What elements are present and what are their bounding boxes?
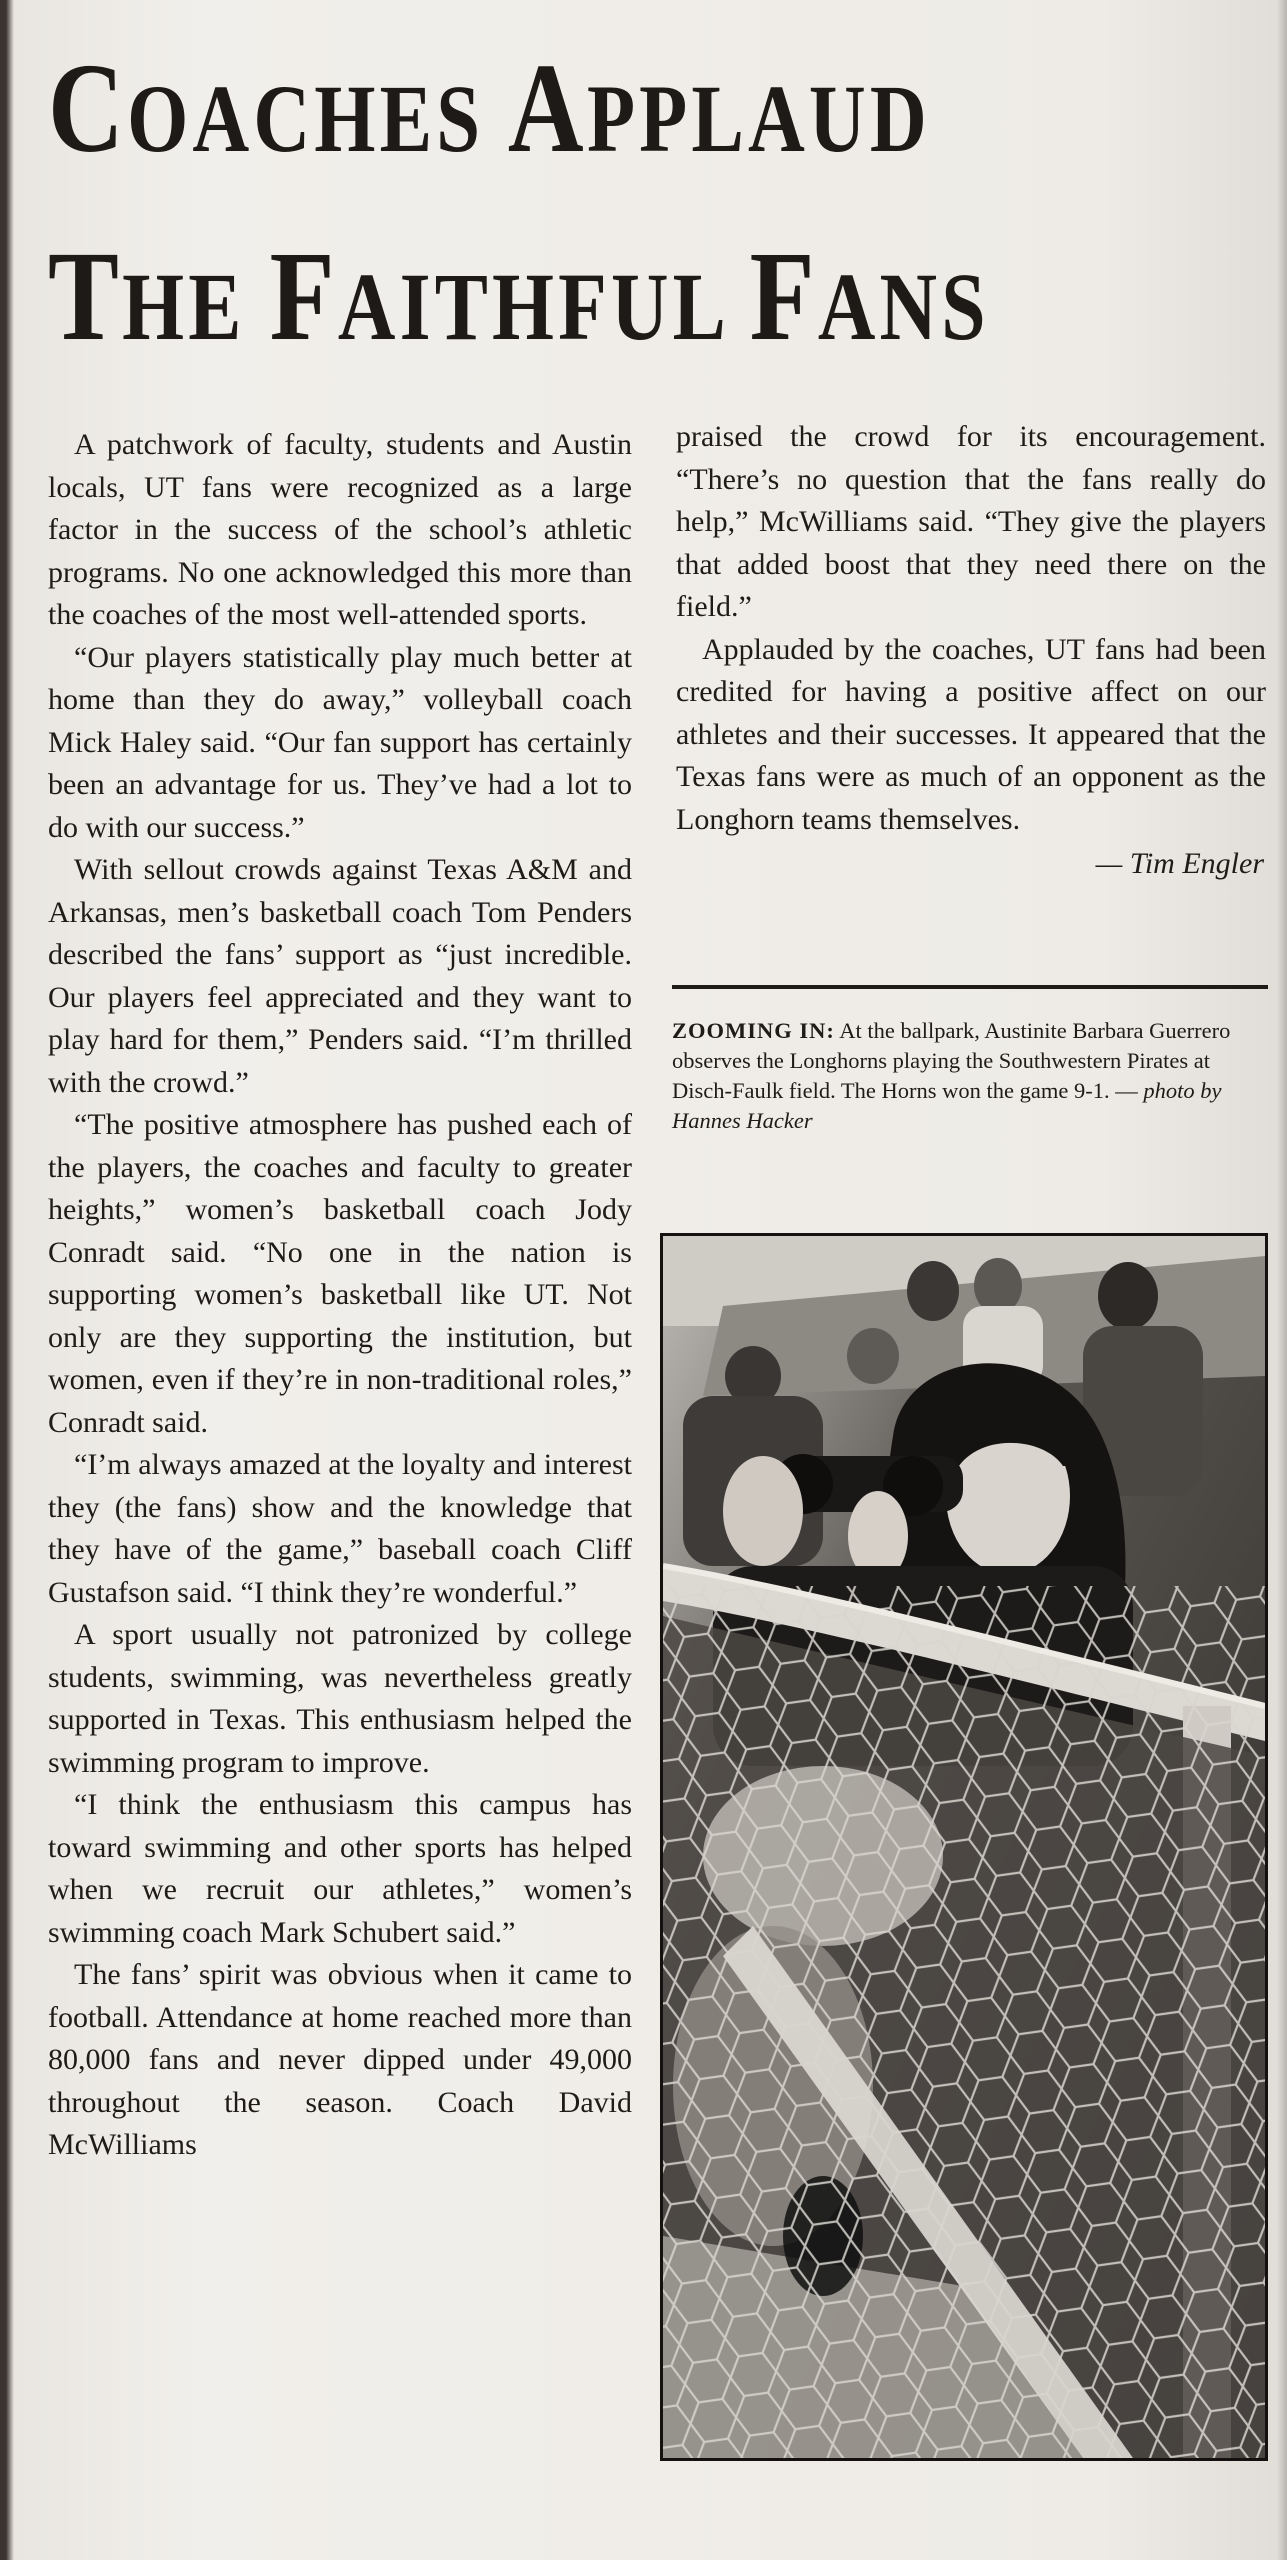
caption-lead: ZOOMING IN: <box>672 1018 835 1043</box>
article-paragraph: “I think the enthusiasm this campus has toward swimming and other sports has helped when we recruit our athletes,” women’s swimming coach Mark Schubert said.” <box>48 1788 632 1949</box>
headline-line-2: THE FAITHFUL FANS <box>48 225 990 367</box>
article-paragraph: “I’m always amazed at the loyalty and interest they (the fans) show and the knowledge that they have of the game,” baseball coach Cliff Gustafson said. “I think they’re wonderful.” <box>48 1448 632 1609</box>
divider <box>672 985 1268 989</box>
article-paragraph: Applauded by the coaches, UT fans had been credited for having a positive affect on our athletes and their successes. It appeared that the Texas fans were as much of an opponent as the Longhorn teams themselves. <box>676 632 1266 836</box>
article-paragraph: “The positive atmosphere has pushed each of the players, the coaches and faculty to greater heights,” women’s basketball coach Jody Conradt said. “No one in the nation is supporting women’s basketball like UT. Not only are they supporting the institution, but women, even if they’re in non-traditional roles,” Conradt said. <box>48 1108 632 1439</box>
caption-text: At the ballpark, Austinite Barbara Guerrero observes the Longhorns playing the Southwestern Pirates at Disch-Faulk field. The Horns won the game 9-1. — <box>672 1018 1231 1103</box>
byline: — Tim Engler <box>1095 847 1264 880</box>
photo <box>660 1233 1268 2461</box>
photo-caption <box>672 1016 1268 1136</box>
article-paragraph: A sport usually not patronized by college students, swimming, was nevertheless greatly supported in Texas. This enthusiasm helped the swimming program to improve. <box>48 1618 632 1779</box>
article-paragraph: “Our players statistically play much better at home than they do away,” volleyball coach Mick Haley said. “Our fan support has certainly been an advantage for us. They’ve had a lot to do with our success.” <box>48 640 632 844</box>
headline-line-1: COACHES APPLAUD <box>48 37 931 179</box>
article-paragraph: With sellout crowds against Texas A&M and Arkansas, men’s basketball coach Tom Penders described the fans’ support as “just incredible. Our players feel appreciated and they want to play hard for them,” Penders said. “I’m thrilled with the crowd.” <box>48 853 632 1099</box>
article-paragraph: The fans’ spirit was obvious when it came to football. Attendance at home reached more than 80,000 fans and never dipped under 49,000 throughout the season. Coach David McWilliams <box>48 1958 632 2161</box>
article-paragraph: praised the crowd for its encouragement. “There’s no question that the fans really do help,” McWilliams said. “They give the players that added boost that they need there on the field.” <box>676 420 1266 623</box>
article-right-column <box>676 416 1266 886</box>
article-paragraph: A patchwork of faculty, students and Austin locals, UT fans were recognized as a large factor in the success of the school’s athletic programs. No one acknowledged this more than the coaches of the most well-attended sports. <box>48 428 632 631</box>
photo-credit: photo by Hannes Hacker <box>672 1078 1222 1133</box>
article-left-column <box>48 424 632 2167</box>
